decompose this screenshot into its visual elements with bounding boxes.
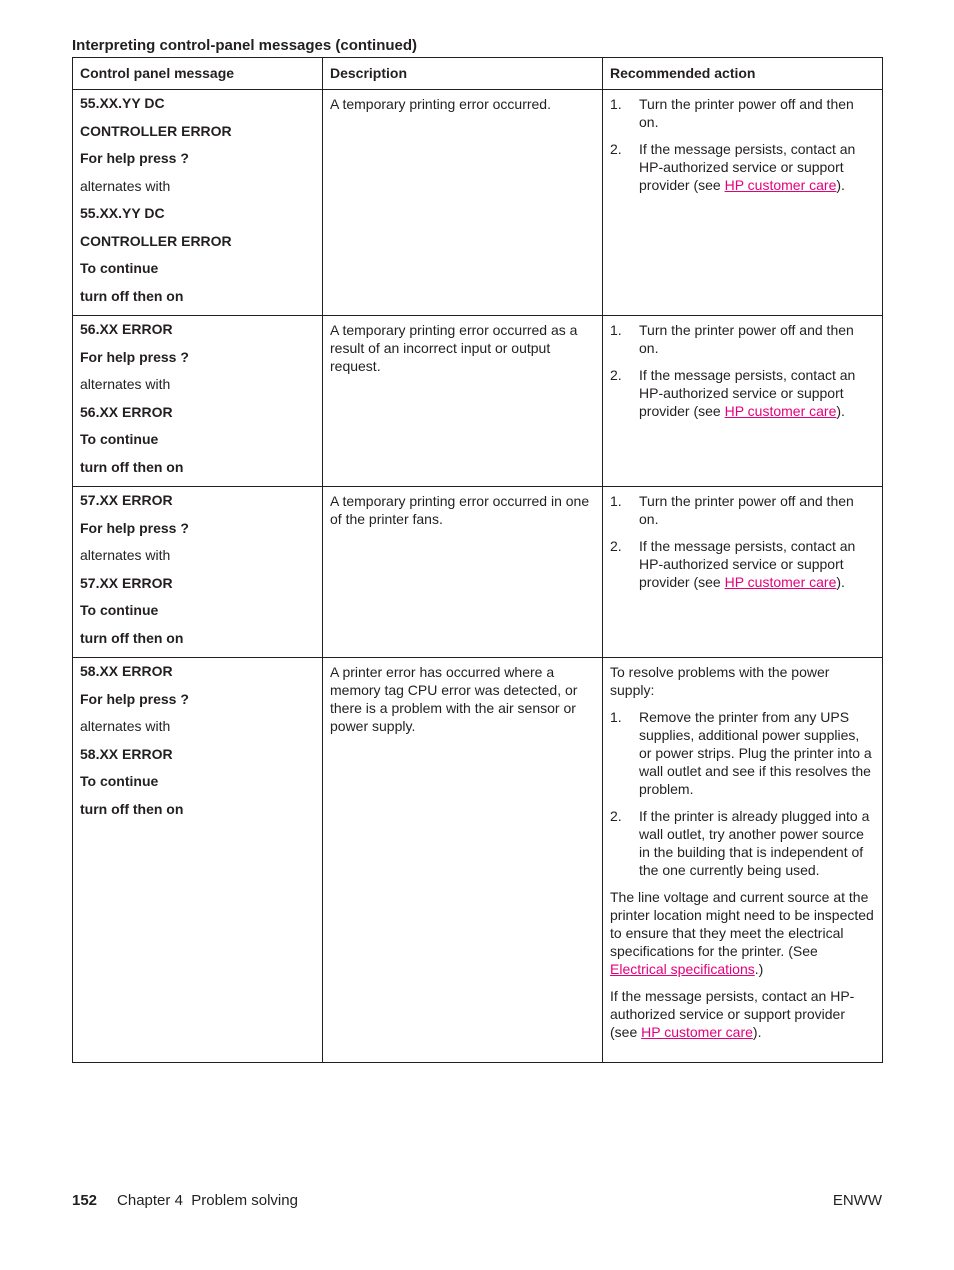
action-text: ).	[836, 177, 845, 193]
action-text: To resolve problems with the power supply:	[610, 664, 830, 698]
message-cell	[73, 658, 323, 1063]
message-line: For help press ?	[80, 519, 189, 536]
step-text	[639, 537, 875, 591]
action-cell	[603, 90, 883, 316]
description-cell	[323, 90, 603, 316]
action-step	[610, 807, 875, 879]
message-line: 57.XX ERROR	[80, 574, 173, 591]
message-line: 57.XX ERROR	[80, 492, 173, 508]
action-text: If the printer is already plugged into a wall outlet, try another power source in the building that is independent of the one currently being used.	[639, 808, 870, 878]
action-text: The line voltage and current source at the printer location might need to be inspected to ensure that they meet the electrical specifications for the printer. (See	[610, 889, 874, 959]
step-number: 2.	[610, 538, 622, 554]
table-row	[73, 90, 883, 316]
step-number: 2.	[610, 367, 622, 383]
action-text: If the message persists, contact an HP-authorized service or support provider (see	[639, 367, 856, 419]
step-number: 2.	[610, 141, 622, 157]
description-cell	[323, 658, 603, 1063]
action-cell	[603, 658, 883, 1063]
step-text	[639, 140, 875, 194]
message-line: 58.XX ERROR	[80, 663, 173, 679]
table-header-row	[73, 58, 883, 90]
message-line: turn off then on	[80, 458, 184, 475]
step-text	[639, 95, 875, 131]
action-text: If the message persists, contact an HP-authorized service or support provider (see	[610, 988, 855, 1040]
step-number: 1.	[610, 709, 622, 725]
step-number: 2.	[610, 808, 622, 824]
action-text: ).	[752, 1024, 762, 1040]
page-footer	[72, 1192, 882, 1209]
action-step	[610, 140, 875, 194]
column-header-description: Description	[323, 58, 603, 90]
description-text: A temporary printing error occurred in one of the printer fans.	[330, 493, 590, 527]
action-text: If the message persists, contact an HP-authorized service or support provider (see	[639, 141, 856, 193]
message-line: For help press ?	[80, 690, 189, 707]
step-number: 1.	[610, 96, 622, 112]
cross-reference-link[interactable]: HP customer care	[724, 403, 837, 419]
footer-right-label: ENWW	[832, 1192, 882, 1209]
table-row	[73, 316, 883, 487]
action-step	[610, 95, 875, 131]
action-step	[610, 492, 875, 528]
message-line: To continue	[80, 260, 159, 276]
table-row	[73, 658, 883, 1063]
cross-reference-link[interactable]: HP customer care	[724, 574, 837, 590]
message-cell	[73, 316, 323, 487]
action-text: ).	[836, 403, 845, 419]
step-text	[639, 321, 875, 357]
message-line: alternates with	[80, 376, 171, 392]
cross-reference-link[interactable]: HP customer care	[724, 177, 837, 193]
message-line: turn off then on	[80, 800, 184, 817]
action-text: .)	[754, 961, 764, 977]
column-header-message: Control panel message	[73, 58, 323, 90]
action-text: Turn the printer power off and then on.	[639, 493, 854, 527]
message-line: alternates with	[80, 718, 171, 734]
message-line: alternates with	[80, 177, 171, 194]
message-line: CONTROLLER ERROR	[80, 122, 232, 139]
description-cell	[323, 316, 603, 487]
action-step	[610, 321, 875, 357]
description-cell	[323, 487, 603, 658]
action-step	[610, 537, 875, 591]
action-step	[610, 708, 875, 798]
step-text	[639, 492, 875, 528]
message-line: 55.XX.YY DC	[80, 95, 165, 111]
message-line: 56.XX ERROR	[80, 321, 173, 337]
action-text: Turn the printer power off and then on.	[639, 322, 854, 356]
action-cell	[603, 487, 883, 658]
chapter-label: Chapter 4 Problem solving	[117, 1192, 298, 1209]
message-line: To continue	[80, 602, 159, 618]
step-text	[639, 366, 875, 420]
page-number: 152	[72, 1192, 98, 1209]
message-line: To continue	[80, 431, 159, 447]
action-text: If the message persists, contact an HP-authorized service or support provider (see	[639, 538, 856, 590]
step-number: 1.	[610, 322, 622, 338]
message-cell	[73, 90, 323, 316]
message-line: For help press ?	[80, 150, 189, 166]
message-line: turn off then on	[80, 629, 184, 646]
cross-reference-link[interactable]: Electrical specifications	[610, 961, 755, 977]
column-header-action: Recommended action	[603, 58, 883, 90]
cross-reference-link[interactable]: HP customer care	[641, 1024, 753, 1040]
control-panel-messages-table	[72, 57, 883, 1063]
message-line: 58.XX ERROR	[80, 745, 173, 762]
message-line: alternates with	[80, 547, 171, 563]
table-title: Interpreting control-panel messages (continued)	[72, 37, 418, 54]
message-cell	[73, 487, 323, 658]
action-step	[610, 366, 875, 420]
description-text: A printer error has occurred where a memory tag CPU error was detected, or there is a problem with the air sensor or power supply.	[330, 664, 578, 734]
action-cell	[603, 316, 883, 487]
action-paragraph	[610, 888, 875, 978]
description-text: A temporary printing error occurred as a result of an incorrect input or output request.	[330, 322, 578, 374]
action-text: ).	[836, 574, 845, 590]
message-line: 55.XX.YY DC	[80, 205, 165, 221]
action-paragraph	[610, 663, 875, 699]
step-number: 1.	[610, 493, 622, 509]
message-line: To continue	[80, 773, 159, 789]
action-text: Remove the printer from any UPS supplies, additional power supplies, or power strips. Plug the printer into a wall outlet and see if this resolves the problem.	[639, 709, 872, 797]
step-text	[639, 807, 875, 879]
action-paragraph	[610, 987, 875, 1041]
message-line: turn off then on	[80, 287, 184, 304]
message-line: CONTROLLER ERROR	[80, 232, 232, 249]
action-text: Turn the printer power off and then on.	[639, 96, 854, 130]
description-text: A temporary printing error occurred.	[330, 96, 551, 112]
message-line: For help press ?	[80, 348, 189, 365]
step-text	[639, 708, 875, 798]
table-row	[73, 487, 883, 658]
message-line: 56.XX ERROR	[80, 403, 173, 420]
